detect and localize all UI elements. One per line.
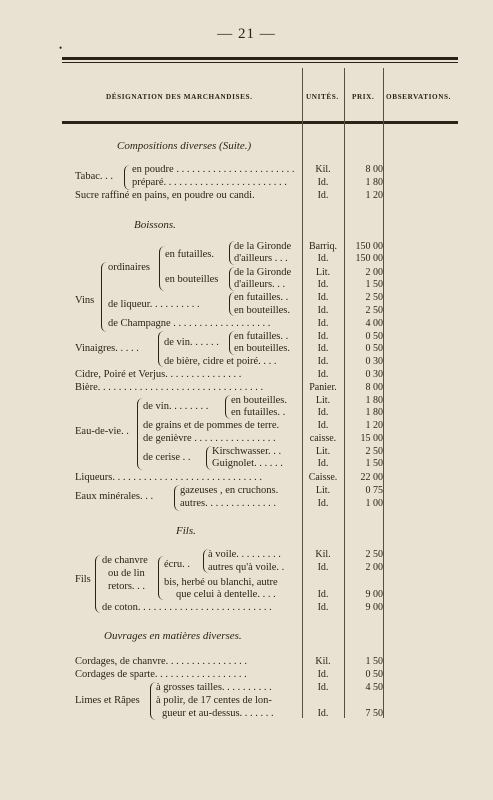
unit-cell: Kil. bbox=[315, 549, 331, 560]
label: de genièvre . . . . . . . . . . . . . . . . bbox=[143, 433, 276, 444]
price-cell: 1 80 bbox=[365, 177, 383, 188]
label: à grosses tailles. . . . . . . . . . bbox=[156, 682, 272, 693]
price-cell: 0 30 bbox=[365, 356, 383, 367]
price-cell: 9 00 bbox=[365, 589, 383, 600]
label: Cidre, Poiré et Verjus. . . . . . . . . . . . . . . bbox=[75, 369, 242, 380]
price-cell: 2 50 bbox=[365, 292, 383, 303]
price-cell: 0 50 bbox=[365, 343, 383, 354]
label: bis, herbé ou blanchi, autre bbox=[164, 577, 278, 588]
label: en bouteilles. bbox=[234, 305, 290, 316]
label: à voile. . . . . . . . . bbox=[208, 549, 281, 560]
price-cell: 0 50 bbox=[365, 669, 383, 680]
price-cell: 150 00 bbox=[355, 241, 383, 252]
unit-cell: Lit. bbox=[315, 267, 331, 278]
price-cell: 1 20 bbox=[365, 190, 383, 201]
label: Eau-de-vie. . bbox=[75, 426, 129, 437]
unit-cell: Kil. bbox=[315, 656, 331, 667]
unit-cell: Id. bbox=[317, 356, 329, 367]
label: écru. . bbox=[164, 559, 190, 570]
label: en futailles. . bbox=[231, 407, 286, 418]
label: en bouteilles. bbox=[234, 343, 290, 354]
price-cell: 1 50 bbox=[365, 279, 383, 290]
price-cell: 2 50 bbox=[365, 549, 383, 560]
price-cell: 1 80 bbox=[365, 407, 383, 418]
section-title: Boissons. bbox=[134, 219, 176, 231]
brace bbox=[124, 165, 131, 190]
unit-cell: Id. bbox=[317, 305, 329, 316]
unit-cell: Id. bbox=[317, 669, 329, 680]
label: Limes et Râpes bbox=[75, 695, 140, 706]
label: Vinaigres. . . . . bbox=[75, 343, 139, 354]
label: d'ailleurs. . . bbox=[234, 279, 286, 290]
top-rule bbox=[62, 57, 458, 60]
header-rule bbox=[62, 121, 458, 124]
unit-cell: Id. bbox=[317, 318, 329, 329]
price-cell: 4 50 bbox=[365, 682, 383, 693]
label: Cordages, de chanvre. . . . . . . . . . . . . . . . bbox=[75, 656, 248, 667]
header-observations: OBSERVATIONS. bbox=[386, 93, 451, 101]
unit-cell: caisse. bbox=[309, 433, 337, 444]
label: de la Gironde bbox=[234, 267, 292, 278]
label: Kirschwasser. . . bbox=[212, 446, 282, 457]
unit-cell: Id. bbox=[317, 279, 329, 290]
unit-cell: Lit. bbox=[315, 446, 331, 457]
bullet-mark: • bbox=[59, 43, 63, 53]
label: ou de lin bbox=[108, 568, 145, 579]
brace bbox=[95, 555, 102, 613]
label: de grains et de pommes de terre. bbox=[143, 420, 280, 431]
label: d'ailleurs . . . bbox=[234, 253, 288, 264]
label: en bouteilles. bbox=[231, 395, 287, 406]
price-cell: 0 30 bbox=[365, 369, 383, 380]
label: en bouteilles bbox=[165, 274, 219, 285]
unit-cell: Kil. bbox=[315, 164, 331, 175]
price-cell: 1 00 bbox=[365, 498, 383, 509]
label: Liqueurs. . . . . . . . . . . . . . . . . . . . . . . . . . . . . bbox=[75, 472, 262, 483]
header-unites: UNITÉS. bbox=[306, 93, 339, 101]
price-cell: 8 00 bbox=[365, 164, 383, 175]
label: de liqueur. . . . . . . . . . bbox=[108, 299, 200, 310]
label: en futailles. . bbox=[234, 331, 289, 342]
unit-cell: Id. bbox=[317, 708, 329, 719]
unit-cell: Id. bbox=[317, 589, 329, 600]
label: Cordages de sparte. . . . . . . . . . . . . . . . . . bbox=[75, 669, 247, 680]
label: de cerise . . bbox=[143, 452, 191, 463]
header-prix: PRIX. bbox=[352, 93, 375, 101]
price-cell: 1 80 bbox=[365, 395, 383, 406]
unit-cell: Lit. bbox=[315, 395, 331, 406]
label: Eaux minérales. . . bbox=[75, 491, 154, 502]
column-divider bbox=[383, 68, 384, 718]
unit-cell: Id. bbox=[317, 458, 329, 469]
unit-cell: Id. bbox=[317, 190, 329, 201]
price-cell: 2 00 bbox=[365, 562, 383, 573]
section-title: Fils. bbox=[176, 525, 196, 537]
price-cell: 1 50 bbox=[365, 458, 383, 469]
label: Sucre raffiné en pains, en poudre ou candi. bbox=[75, 190, 255, 201]
label: de chanvre bbox=[102, 555, 148, 566]
unit-cell: Id. bbox=[317, 292, 329, 303]
price-cell: 9 00 bbox=[365, 602, 383, 613]
unit-cell: Id. bbox=[317, 682, 329, 693]
price-cell: 2 50 bbox=[365, 446, 383, 457]
unit-cell: Panier. bbox=[309, 382, 337, 393]
label: de Champagne . . . . . . . . . . . . . . . . . . . bbox=[108, 318, 271, 329]
unit-cell: Id. bbox=[317, 407, 329, 418]
price-cell: 0 50 bbox=[365, 331, 383, 342]
price-cell: 2 50 bbox=[365, 305, 383, 316]
unit-cell: Caisse. bbox=[308, 472, 338, 483]
unit-cell: Id. bbox=[317, 177, 329, 188]
page-number: — 21 — bbox=[217, 26, 276, 42]
section-title: Compositions diverses (Suite.) bbox=[117, 140, 252, 152]
label: que celui à dentelle. . . . bbox=[176, 589, 276, 600]
label: Tabac. . . bbox=[75, 171, 114, 182]
label: gueur et au-dessus. . . . . . . bbox=[162, 708, 274, 719]
top-rule-thin bbox=[62, 62, 458, 63]
label: de coton. . . . . . . . . . . . . . . . . . . . . . . . . . bbox=[102, 602, 272, 613]
unit-cell: Id. bbox=[317, 343, 329, 354]
unit-cell: Lit. bbox=[315, 485, 331, 496]
price-cell: 7 50 bbox=[365, 708, 383, 719]
label: Vins bbox=[75, 295, 95, 306]
unit-cell: Id. bbox=[317, 602, 329, 613]
unit-cell: Id. bbox=[317, 369, 329, 380]
label: autres qu'à voile. . bbox=[208, 562, 285, 573]
label: en futailles. . bbox=[234, 292, 289, 303]
label: de bière, cidre et poiré. . . . bbox=[164, 356, 277, 367]
unit-cell: Id. bbox=[317, 253, 329, 264]
price-cell: 8 00 bbox=[365, 382, 383, 393]
price-cell: 150 00 bbox=[355, 253, 383, 264]
unit-cell: Barriq. bbox=[308, 241, 338, 252]
price-cell: 1 50 bbox=[365, 656, 383, 667]
unit-cell: Id. bbox=[317, 331, 329, 342]
label: ordinaires bbox=[108, 262, 150, 273]
label: retors. . . bbox=[108, 581, 146, 592]
section-title: Ouvrages en matières diverses. bbox=[104, 630, 242, 642]
price-cell: 22 00 bbox=[360, 472, 383, 483]
label: gazeuses , en cruchons. bbox=[180, 485, 279, 496]
unit-cell: Id. bbox=[317, 498, 329, 509]
label: Fils bbox=[75, 574, 91, 585]
unit-cell: Id. bbox=[317, 562, 329, 573]
brace bbox=[101, 262, 108, 332]
price-cell: 15 00 bbox=[360, 433, 383, 444]
label: en poudre . . . . . . . . . . . . . . . . . . . . . . . bbox=[132, 164, 295, 175]
price-cell: 1 20 bbox=[365, 420, 383, 431]
price-cell: 4 00 bbox=[365, 318, 383, 329]
header-designation: DÉSIGNATION DES MARCHANDISES. bbox=[106, 93, 253, 101]
price-cell: 0 75 bbox=[365, 485, 383, 496]
label: en futailles. bbox=[165, 249, 214, 260]
label: à polir, de 17 centes de lon- bbox=[156, 695, 272, 706]
price-cell: 2 00 bbox=[365, 267, 383, 278]
label: préparé. . . . . . . . . . . . . . . . . . . . . . . . bbox=[132, 177, 287, 188]
label: de vin. . . . . . bbox=[164, 337, 219, 348]
unit-cell: Id. bbox=[317, 420, 329, 431]
label: Bière. . . . . . . . . . . . . . . . . . . . . . . . . . . . . . . . bbox=[75, 382, 264, 393]
label: de vin. . . . . . . . bbox=[143, 401, 209, 412]
label: autres. . . . . . . . . . . . . . bbox=[180, 498, 276, 509]
label: Guignolet. . . . . . bbox=[212, 458, 283, 469]
label: de la Gironde bbox=[234, 241, 292, 252]
